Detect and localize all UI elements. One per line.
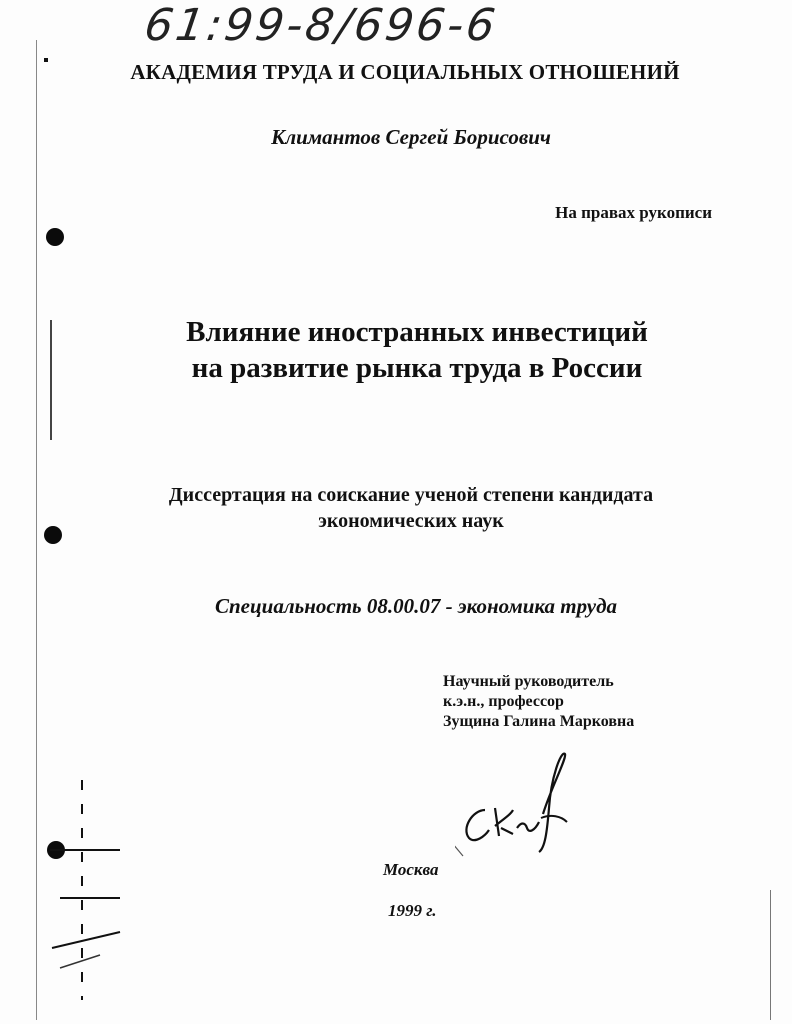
- advisor-credentials: к.э.н., профессор: [443, 693, 564, 710]
- city: Москва: [383, 860, 439, 879]
- scientific-advisor: [443, 672, 634, 732]
- advisor-role: Научный руководитель: [443, 673, 614, 690]
- dissertation-title: [0, 314, 792, 386]
- specialty: Специальность 08.00.07 - экономика труда: [215, 594, 617, 618]
- archive-number-handwritten: 61:99-8/696-6: [141, 0, 501, 51]
- signature: [455, 748, 585, 858]
- degree-line-1: Диссертация на соискание ученой степени кандидата: [168, 484, 654, 506]
- title-line-1: Влияние иностранных инвестиций: [186, 316, 648, 348]
- scan-edge-line: [770, 890, 771, 1020]
- title-line-2: на развитие рынка труда в России: [191, 352, 643, 384]
- degree-line-2: экономических наук: [318, 510, 504, 532]
- advisor-name: Зущина Галина Марковна: [443, 713, 635, 730]
- degree-statement: [0, 482, 792, 534]
- academy-name: АКАДЕМИЯ ТРУДА И СОЦИАЛЬНЫХ ОТНОШЕНИЙ: [130, 60, 680, 84]
- manuscript-note: На правах рукописи: [555, 203, 712, 222]
- author-name: Климантов Сергей Борисович: [271, 125, 551, 149]
- year: 1999 г.: [388, 901, 437, 920]
